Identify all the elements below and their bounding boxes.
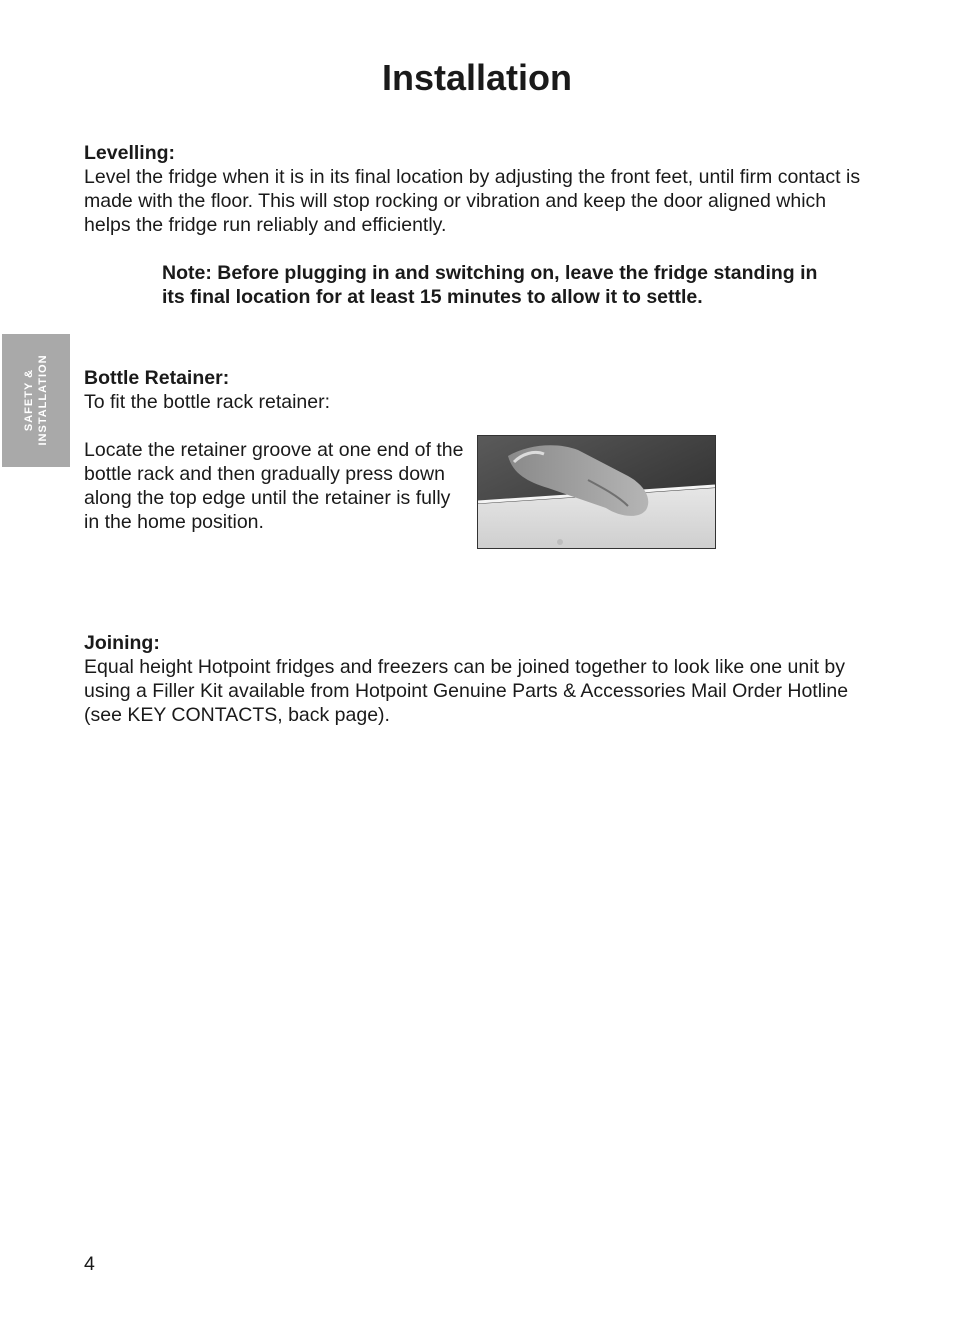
bottle-retainer-section	[84, 366, 464, 534]
levelling-note: Note: Before plugging in and switching on, leave the fridge standing in its final location for at least 15 minutes to allow it to settle.	[162, 262, 818, 308]
joining-heading: Joining:	[84, 632, 160, 654]
bottle-retainer-photo-image	[478, 436, 715, 548]
bottle-retainer-photo	[477, 435, 716, 549]
bottle-retainer-heading: Bottle Retainer:	[84, 367, 230, 389]
side-tab-line-2: INSTALLATION	[37, 354, 49, 446]
bottle-retainer-text: Locate the retainer groove at one end of the bottle rack and then gradually press down along the top edge until the retainer is fully in the home position.	[84, 439, 464, 533]
page-title: Installation	[381, 57, 573, 98]
levelling-section	[84, 141, 864, 237]
paragraph-gap	[84, 414, 464, 438]
page-number: 4	[84, 1253, 95, 1275]
bottle-retainer-intro: To fit the bottle rack retainer:	[84, 391, 331, 413]
section-side-tab	[2, 334, 70, 467]
joining-section	[84, 631, 864, 727]
levelling-text: Level the fridge when it is in its final location by adjusting the front feet, until firm contact is made with the floor. This will stop rocking or vibration and keep the door aligned which helps the fridge run reliably and efficiently.	[84, 166, 861, 236]
joining-text: Equal height Hotpoint fridges and freezers can be joined together to look like one unit by using a Filler Kit available from Hotpoint Genuine Parts & Accessories Mail Order Hotline (see KEY CONTACTS, back page).	[84, 656, 849, 726]
side-tab-line-1: SAFETY &	[23, 368, 35, 432]
side-tab-label	[22, 354, 50, 445]
levelling-heading: Levelling:	[84, 142, 176, 164]
